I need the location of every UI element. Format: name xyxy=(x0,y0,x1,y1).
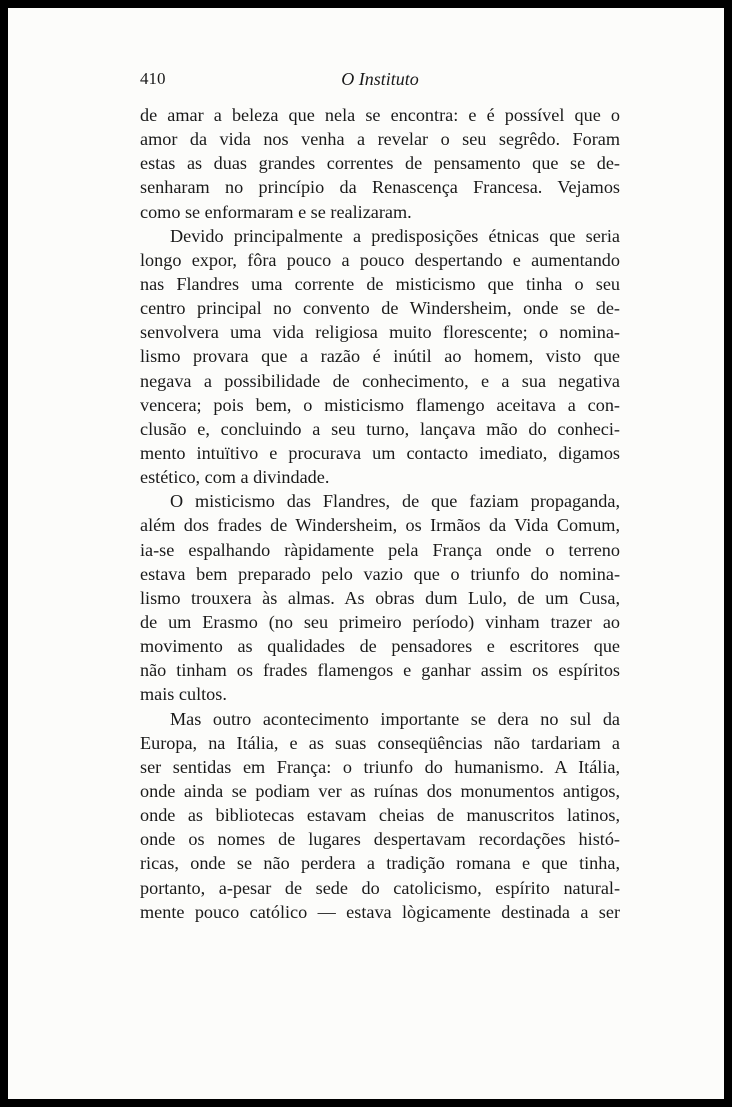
body-text xyxy=(140,103,620,924)
text-line: vencera; pois bem, o misticismo flamengo aceitava a con- xyxy=(140,394,620,415)
text-line: de um Erasmo (no seu primeiro período) vinham trazer ao xyxy=(140,611,620,632)
text-line: portanto, a-pesar de sede do catolicismo, espírito natural- xyxy=(140,877,620,898)
text-line: não tinham os frades flamengos e ganhar assim os espíritos xyxy=(140,660,620,681)
page-number: 410 xyxy=(140,69,166,88)
text-line: amor da vida nos venha a revelar o seu segrêdo. Foram xyxy=(140,129,620,150)
running-head xyxy=(140,69,620,93)
text-line: clusão e, concluindo a seu turno, lançava mão do conheci- xyxy=(140,418,620,439)
text-line: como se enformaram e se realizaram. xyxy=(140,201,412,222)
text-line: Devido principalmente a predisposições étnicas que seria xyxy=(170,225,620,246)
text-line: mento intuïtivo e procurava um contacto imediato, digamos xyxy=(140,442,620,463)
text-line: movimento as qualidades de pensadores e escritores que xyxy=(140,636,620,657)
text-line: nas Flandres uma corrente de misticismo que tinha o seu xyxy=(140,273,620,294)
text-line: negava a possibilidade de conhecimento, e a sua negativa xyxy=(140,370,620,391)
paragraph xyxy=(140,103,620,224)
text-line: onde os nomes de lugares despertavam recordações histó- xyxy=(140,829,620,850)
text-line: de amar a beleza que nela se encontra: e é possível que o xyxy=(140,105,620,125)
journal-title: O Instituto xyxy=(341,69,419,89)
text-line: senharam no princípio da Renascença Francesa. Vejamos xyxy=(140,177,620,198)
paragraph xyxy=(140,707,620,924)
text-line: além dos frades de Windersheim, os Irmãos da Vida Comum, xyxy=(140,515,620,536)
text-line: onde as bibliotecas estavam cheias de manuscritos latinos, xyxy=(140,805,620,826)
text-line: estava bem preparado pelo vazio que o triunfo do nomina- xyxy=(140,563,620,584)
text-line: Mas outro acontecimento importante se dera no sul da xyxy=(170,708,620,729)
paragraph xyxy=(140,224,620,490)
text-line: ser sentidas em França: o triunfo do humanismo. A Itália, xyxy=(140,756,620,777)
text-line: estético, com a divindade. xyxy=(140,467,330,488)
text-line: mais cultos. xyxy=(140,684,227,705)
text-line: longo expor, fôra pouco a pouco despertando e aumentando xyxy=(140,249,620,270)
text-line: lismo provara que a razão é inútil ao homem, visto que xyxy=(140,346,620,367)
text-line: mente pouco católico — estava lògicamente destinada a ser xyxy=(140,901,620,922)
text-line: onde ainda se podiam ver as ruínas dos monumentos antigos, xyxy=(140,780,620,801)
text-line: senvolvera uma vida religiosa muito florescente; o nomina- xyxy=(140,322,620,343)
text-line: lismo trouxera às almas. As obras dum Lulo, de um Cusa, xyxy=(140,587,620,608)
paragraph xyxy=(140,489,620,706)
book-page xyxy=(8,8,724,1099)
text-line: ia-se espalhando ràpidamente pela França onde o terreno xyxy=(140,539,620,560)
text-line: centro principal no convento de Windersheim, onde se de- xyxy=(140,298,620,319)
text-line: O misticismo das Flandres, de que faziam propaganda, xyxy=(170,491,620,512)
text-line: estas as duas grandes correntes de pensamento que se de- xyxy=(140,153,620,174)
text-line: ricas, onde se não perdera a tradição romana e que tinha, xyxy=(140,853,620,874)
text-line: Europa, na Itália, e as suas conseqüências não tardariam a xyxy=(140,732,620,753)
